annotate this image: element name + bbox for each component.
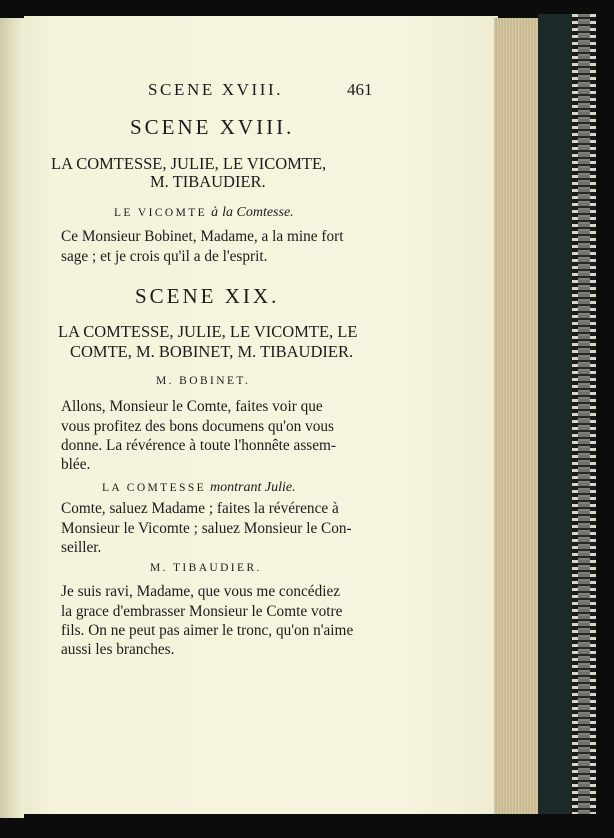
scene-19-persons-line1: LA COMTESSE, JULIE, LE VICOMTE, LE <box>58 322 358 341</box>
scene-19-speaker2-line <box>102 478 296 496</box>
speaker-name: M. BOBINET. <box>156 375 251 387</box>
scene-18-persons-line1: LA COMTESSE, JULIE, LE VICOMTE, <box>51 154 327 173</box>
speaker-name: LE VICOMTE <box>114 207 208 219</box>
speech-line: Monsieur le Vicomte ; saluez Monsieur le Con- <box>61 520 352 537</box>
speech-line: Ce Monsieur Bobinet, Madame, a la mine fort <box>61 228 344 245</box>
scene-19-persons-line2: COMTE, M. BOBINET, M. TIBAUDIER. <box>70 342 354 361</box>
speech-line: Allons, Monsieur le Comte, faites voir que <box>61 398 323 415</box>
speaker-name: LA COMTESSE <box>102 482 207 494</box>
stage-direction: montrant Julie. <box>210 480 296 495</box>
running-title: SCENE XVIII. <box>148 80 284 99</box>
speech-line: vous profitez des bons documens qu'on vous <box>61 418 334 435</box>
scene-18-title: SCENE XVIII. <box>130 115 295 139</box>
scene-19-title: SCENE XIX. <box>135 284 280 308</box>
speech-line: Comte, saluez Madame ; faites la révérence à <box>61 500 339 517</box>
speech-line: la grace d'embrasser Monsieur le Comte votre <box>61 603 343 620</box>
scene-18-persons-line2: M. TIBAUDIER. <box>150 172 266 191</box>
spine-pattern <box>578 14 590 814</box>
stage-direction: la Comtesse. <box>222 205 294 220</box>
speaker-name: M. TIBAUDIER. <box>150 562 262 574</box>
speech-line: seiller. <box>61 539 102 556</box>
book-cover <box>538 14 574 814</box>
speech-line: sage ; et je crois qu'il a de l'esprit. <box>61 248 268 265</box>
page-number: 461 <box>347 80 373 99</box>
speech-line: aussi les branches. <box>61 641 175 658</box>
scene-18-speaker-line <box>114 203 294 221</box>
speech-line: Je suis ravi, Madame, que vous me concédiez <box>61 583 341 600</box>
speech-line: donne. La révérence à toute l'honnête assem- <box>61 437 337 454</box>
stage-direction-prefix: à <box>211 205 219 220</box>
speech-line: fils. On ne peut pas aimer le tronc, qu'on n'aime <box>61 622 354 639</box>
left-page-edge <box>0 18 24 818</box>
page-edges <box>494 18 540 814</box>
speech-line: blée. <box>61 456 91 473</box>
